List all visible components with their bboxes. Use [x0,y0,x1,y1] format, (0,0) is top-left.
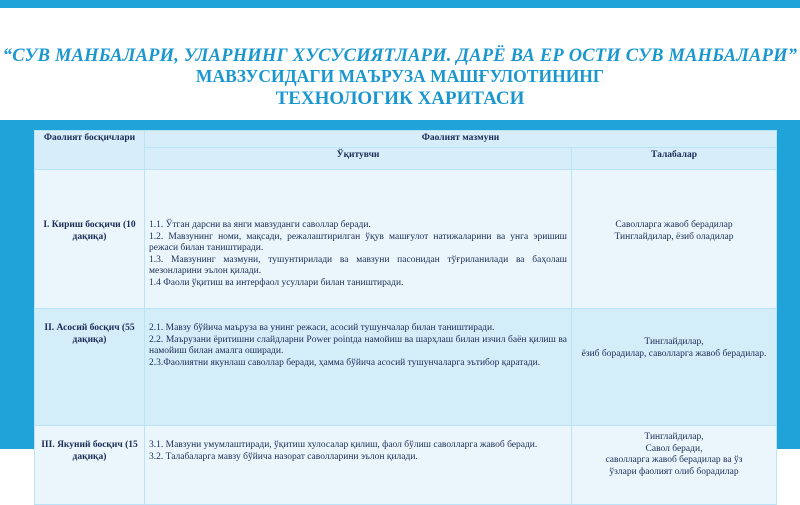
title-line-1: “СУВ МАНБАЛАРИ, УЛАРНИНГ ХУСУСИЯТЛАРИ. ДАРЁ ВА ЕР ОСТИ СУВ МАНБАЛАРИ” [2,46,798,66]
title-area [0,8,800,120]
students-item: Тинглайдилар, ёзиб оладилар [614,231,734,242]
students-item: Тинглайдилар, [644,432,704,442]
teacher-cell [145,170,572,309]
table-row [35,426,777,505]
top-stripe [0,0,800,8]
students-cell [572,426,777,505]
students-cell [572,309,777,426]
students-cell [572,170,777,309]
title-line-3: ТЕХНОЛОГИК ХАРИТАСИ [275,88,525,109]
table-row [35,309,777,426]
students-item: Саволларга жавоб берадилар [615,220,733,230]
teacher-item: 1.1. Ўтган дарсни ва янги мавзуданги саволлар беради. [149,220,371,230]
teacher-item: 1.3. Мавзунинг мазмуни, тушунтирилади ва мавзуни пасонидан тўғриланилади ва баҳолаш мезонларини эълон қилади. [149,254,567,277]
teacher-item: 1.2. Мавзунинг номи, мақсади, режалаштирилган ўқув машғулот натижаларини ва унга эришиш режаси билан таништиради. [149,231,567,254]
teacher-item: 1.4 Фаоли ўқитиш ва интерфаол усуллари билан таништиради. [149,277,404,288]
teacher-cell [145,309,572,426]
teacher-item: 2.1. Мавзу бўйича маъруза ва унинг режаси, асосий тушунчалар билан таништиради. [149,323,495,333]
subheader-row [35,147,777,169]
teacher-item: 2.3.Фаолиятни якунлаш саволлар беради, ҳамма бўйича асосий тушунчаларга эътибор қаратади. [149,357,541,368]
table-row [35,170,777,309]
header-students: Талабалар [572,147,777,169]
header-stages: Фаолият босқичлари [35,131,145,170]
stage-cell: II. Асосий босқич (55 дақиқа) [35,309,145,426]
students-item: ёзиб борадилар, саволларга жавоб берадилар. [581,348,767,359]
students-item: Савол беради, [645,443,703,454]
students-item: Тинглайдилар, [644,337,704,347]
header-content: Фаолият мазмуни [145,131,777,148]
header-row [35,131,777,148]
title-line-2: МАВЗУСИДАГИ МАЪРУЗА МАШҒУЛОТИНИНГ [195,66,605,86]
teacher-cell [145,426,572,505]
students-item: ўзлари фаолият олиб борадилар [609,466,739,477]
header-teacher: Ўқитувчи [145,147,572,169]
stage-cell: III. Якуний босқич (15 дақиқа) [35,426,145,505]
teacher-item: 3.1. Мавзуни умумлаштиради, ўқитиш хулосалар қилиш, фаол бўлиш саволларга жавоб беради. [149,440,538,450]
students-item: саволларга жавоб берадилар ва ўз [605,455,743,466]
teacher-item: 2.2. Маърузани ёритишни слайдларни Power pointда намойиш ва шарҳлаш билан изчил баён қилиш ва намойиш билан амалга оширади. [149,334,567,357]
teacher-item: 3.2. Талабаларга мавзу бўйича назорат саволларини эълон қилади. [149,451,418,462]
stage-cell: I. Кириш босқичи (10 дақиқа) [35,170,145,309]
